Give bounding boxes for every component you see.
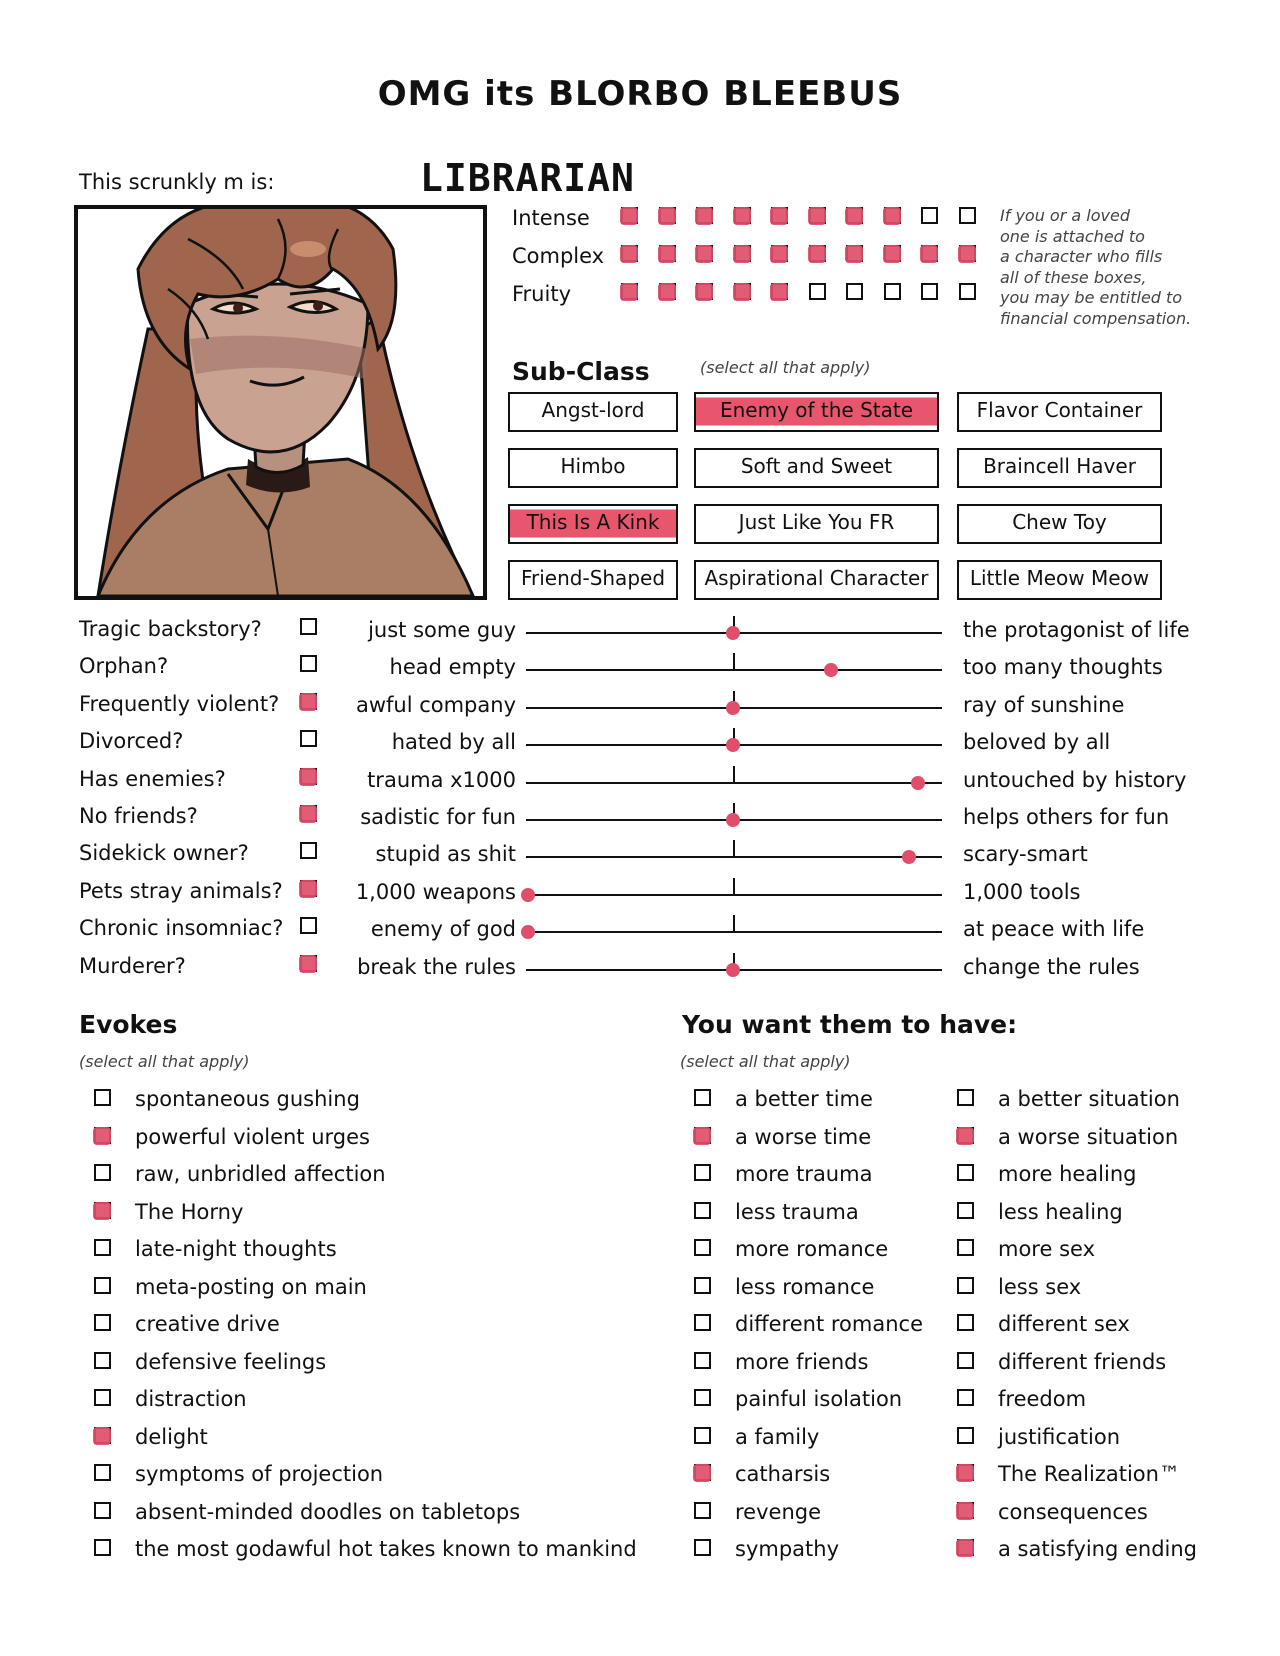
meter-checkbox[interactable] (621, 207, 638, 224)
evokes-item-checkbox[interactable] (94, 1127, 111, 1144)
slider-right-label: 1,000 tools (963, 879, 1081, 904)
evokes-item-label: The Horny (135, 1199, 244, 1224)
meter-checkbox[interactable] (659, 207, 676, 224)
subclass-option[interactable]: Himbo (508, 448, 678, 488)
character-portrait (74, 205, 487, 600)
meter-label-fruity: Fruity (512, 282, 571, 306)
slider-marker[interactable] (726, 701, 740, 715)
slider-center-tick (733, 766, 735, 784)
want-item-label: painful isolation (735, 1387, 903, 1411)
want-item-label: catharsis (735, 1462, 831, 1486)
evokes-item-checkbox[interactable] (94, 1352, 111, 1369)
meter-checkbox[interactable] (734, 207, 751, 224)
meter-checkbox[interactable] (621, 283, 638, 300)
meter-checkbox[interactable] (884, 283, 901, 300)
meter-checkbox[interactable] (846, 245, 863, 262)
want-item-label: a better time (735, 1087, 873, 1111)
want-item-label: a better situation (998, 1087, 1180, 1111)
evokes-item-label: delight (135, 1424, 208, 1449)
want-item-checkbox[interactable] (694, 1539, 711, 1556)
want-item-label: a worse situation (998, 1124, 1179, 1149)
meter-checkbox[interactable] (809, 283, 826, 300)
slider-center-tick (733, 915, 735, 933)
subclass-option[interactable]: Angst-lord (508, 392, 678, 432)
disclaimer-line: one is attached to (1000, 226, 1145, 246)
character-drawing (78, 209, 483, 596)
want-item-checkbox[interactable] (694, 1089, 711, 1106)
want-item-checkbox[interactable] (957, 1239, 974, 1256)
want-item-checkbox[interactable] (694, 1464, 711, 1481)
meter-checkbox[interactable] (921, 207, 938, 224)
subclass-option[interactable]: Little Meow Meow (957, 560, 1162, 600)
meter-checkbox[interactable] (696, 207, 713, 224)
want-item-checkbox[interactable] (957, 1464, 974, 1481)
want-item-label: The Realization™ (998, 1462, 1180, 1486)
evokes-hint: (select all that apply) (79, 1052, 250, 1071)
meter-checkbox[interactable] (959, 207, 976, 224)
evokes-item-checkbox[interactable] (94, 1202, 111, 1219)
want-item-checkbox[interactable] (957, 1202, 974, 1219)
page-title: OMG its BLORBO BLEEBUS (377, 74, 903, 114)
evokes-item-checkbox[interactable] (94, 1277, 111, 1294)
slider-left-label: hated by all (391, 730, 516, 755)
want-item-checkbox[interactable] (957, 1539, 974, 1556)
meter-checkbox[interactable] (659, 245, 676, 262)
evokes-item-label: meta-posting on main (135, 1274, 367, 1299)
evokes-item-checkbox[interactable] (94, 1239, 111, 1256)
evokes-item-checkbox[interactable] (94, 1389, 111, 1406)
slider-marker[interactable] (726, 738, 740, 752)
slider-marker[interactable] (521, 888, 535, 902)
question-label: Tragic backstory? (79, 617, 262, 641)
want-item-label: less healing (998, 1199, 1123, 1224)
want-item-checkbox[interactable] (694, 1389, 711, 1406)
slider-right-label: at peace with life (963, 917, 1145, 942)
meter-checkbox[interactable] (959, 283, 976, 300)
disclaimer-line: you may be entitled to (1000, 288, 1183, 307)
meter-checkbox[interactable] (846, 207, 863, 224)
subclass-option[interactable]: Aspirational Character (694, 560, 939, 600)
want-item-label: justification (998, 1424, 1121, 1449)
slider-marker[interactable] (726, 813, 740, 827)
meter-checkbox[interactable] (809, 207, 826, 224)
slider-marker[interactable] (521, 925, 535, 939)
slider-left-label: sadistic for fun (360, 805, 516, 829)
disclaimer-line: If you or a loved (1000, 206, 1130, 225)
slider-center-tick (733, 878, 735, 896)
evokes-item-checkbox[interactable] (94, 1164, 111, 1181)
want-item-checkbox[interactable] (957, 1352, 974, 1369)
evokes-item-checkbox[interactable] (94, 1539, 111, 1556)
disclaimer-line: all of these boxes, (1000, 267, 1147, 287)
slider-right-label: change the rules (963, 954, 1140, 979)
meter-label-intense: Intense (512, 206, 590, 230)
evokes-item-checkbox[interactable] (94, 1464, 111, 1481)
want-item-label: consequences (998, 1499, 1148, 1524)
meter-checkbox[interactable] (921, 245, 938, 262)
slider-right-label: too many thoughts (963, 655, 1163, 680)
want-item-checkbox[interactable] (694, 1239, 711, 1256)
slider-right-label: helps others for fun (963, 805, 1170, 829)
slider-left-label: 1,000 weapons (355, 879, 516, 904)
want-item-label: more healing (998, 1162, 1137, 1186)
want-item-checkbox[interactable] (957, 1502, 974, 1519)
want-item-label: different sex (998, 1312, 1130, 1336)
evokes-item-checkbox[interactable] (94, 1314, 111, 1331)
meter-checkbox[interactable] (734, 245, 751, 262)
evokes-item-label: creative drive (135, 1312, 280, 1336)
slider-left-label: awful company (355, 692, 516, 717)
meter-checkbox[interactable] (621, 245, 638, 262)
meter-label-complex: Complex (512, 244, 605, 268)
slider-left-label: just some guy (368, 618, 516, 642)
slider-left-label: trauma x1000 (367, 767, 516, 792)
want-item-label: less sex (998, 1274, 1082, 1299)
slider-left-label: break the rules (357, 954, 516, 979)
want-item-label: more trauma (735, 1162, 873, 1186)
question-label: Has enemies? (79, 766, 226, 791)
subclass-option[interactable]: Braincell Haver (957, 448, 1162, 488)
slider-left-label: stupid as shit (375, 842, 516, 867)
evokes-item-checkbox[interactable] (94, 1089, 111, 1106)
evokes-item-label: symptoms of projection (135, 1462, 384, 1486)
slider-marker[interactable] (824, 663, 838, 677)
want-title: You want them to have: (682, 1010, 1018, 1039)
evokes-title: Evokes (79, 1010, 178, 1039)
slider-center-tick (733, 840, 735, 858)
want-item-checkbox[interactable] (694, 1314, 711, 1331)
want-item-checkbox[interactable] (957, 1277, 974, 1294)
want-item-label: different romance (735, 1312, 923, 1336)
want-item-checkbox[interactable] (957, 1427, 974, 1444)
question-label: Chronic insomniac? (79, 916, 284, 941)
want-item-checkbox[interactable] (694, 1127, 711, 1144)
want-item-label: more sex (998, 1237, 1095, 1261)
subclass-option[interactable]: Enemy of the State (694, 392, 939, 432)
want-item-checkbox[interactable] (694, 1277, 711, 1294)
evokes-item-label: distraction (135, 1387, 247, 1411)
subclass-title: Sub-Class (512, 357, 650, 386)
question-label: Pets stray animals? (79, 878, 283, 903)
meter-checkbox[interactable] (846, 283, 863, 300)
meter-checkbox[interactable] (884, 245, 901, 262)
want-item-checkbox[interactable] (957, 1389, 974, 1406)
meter-checkbox[interactable] (959, 245, 976, 262)
slider-left-label: head empty (389, 655, 516, 680)
want-item-checkbox[interactable] (957, 1089, 974, 1106)
subclass-option[interactable]: This Is A Kink (508, 504, 678, 544)
want-item-label: revenge (735, 1499, 821, 1524)
want-item-label: a worse time (735, 1124, 872, 1149)
slider-marker[interactable] (726, 626, 740, 640)
want-item-checkbox[interactable] (957, 1164, 974, 1181)
meter-checkbox[interactable] (771, 283, 788, 300)
want-item-label: a family (735, 1424, 820, 1449)
evokes-item-label: the most godawful hot takes known to mankind (135, 1537, 637, 1561)
slider-right-label: untouched by history (963, 767, 1187, 792)
question-label: No friends? (79, 804, 198, 828)
evokes-item-checkbox[interactable] (94, 1502, 111, 1519)
subclass-option[interactable]: Friend-Shaped (508, 560, 678, 600)
subclass-option[interactable]: Soft and Sweet (694, 448, 939, 488)
meter-checkbox[interactable] (809, 245, 826, 262)
want-item-label: less romance (735, 1274, 875, 1299)
subclass-option[interactable]: Chew Toy (957, 504, 1162, 544)
want-item-label: freedom (998, 1387, 1087, 1411)
evokes-item-label: raw, unbridled affection (135, 1162, 386, 1186)
want-item-checkbox[interactable] (957, 1127, 974, 1144)
want-item-label: a satisfying ending (998, 1537, 1197, 1561)
slider-marker[interactable] (902, 850, 916, 864)
want-item-label: more romance (735, 1237, 889, 1261)
evokes-item-label: late-night thoughts (135, 1237, 337, 1261)
occupation-value: LIBRARIAN (420, 156, 635, 200)
evokes-item-label: defensive feelings (135, 1349, 327, 1374)
want-item-label: less trauma (735, 1199, 859, 1224)
meter-checkbox[interactable] (921, 283, 938, 300)
evokes-item-checkbox[interactable] (94, 1427, 111, 1444)
disclaimer-line: financial compensation. (1000, 308, 1192, 328)
want-item-checkbox[interactable] (694, 1202, 711, 1219)
want-item-label: different friends (998, 1349, 1167, 1374)
meter-checkbox[interactable] (696, 245, 713, 262)
want-hint: (select all that apply) (680, 1052, 851, 1071)
want-item-checkbox[interactable] (694, 1427, 711, 1444)
want-item-checkbox[interactable] (694, 1352, 711, 1369)
want-item-label: sympathy (735, 1537, 839, 1561)
subclass-option[interactable]: Flavor Container (957, 392, 1162, 432)
slider-right-label: beloved by all (963, 730, 1111, 755)
meter-checkbox[interactable] (659, 283, 676, 300)
meter-checkbox[interactable] (884, 207, 901, 224)
want-item-label: more friends (735, 1349, 869, 1374)
want-item-checkbox[interactable] (694, 1502, 711, 1519)
meter-checkbox[interactable] (771, 245, 788, 262)
question-label: Murderer? (79, 953, 186, 978)
meter-checkbox[interactable] (696, 283, 713, 300)
want-item-checkbox[interactable] (957, 1314, 974, 1331)
occupation-prompt: This scrunkly m is: (79, 170, 275, 194)
slider-right-label: scary-smart (963, 842, 1088, 867)
slider-center-tick (733, 653, 735, 671)
slider-left-label: enemy of god (370, 917, 516, 942)
subclass-option[interactable]: Just Like You FR (694, 504, 939, 544)
evokes-item-label: absent-minded doodles on tabletops (135, 1499, 521, 1524)
meter-checkbox[interactable] (771, 207, 788, 224)
disclaimer-text (1000, 206, 1230, 329)
slider-right-label: ray of sunshine (963, 692, 1125, 717)
disclaimer-line: a character who fills (1000, 247, 1163, 266)
evokes-item-label: spontaneous gushing (135, 1087, 360, 1111)
question-label: Frequently violent? (79, 691, 280, 716)
question-label: Divorced? (79, 729, 184, 754)
subclass-hint: (select all that apply) (700, 358, 871, 377)
evokes-item-label: powerful violent urges (135, 1124, 370, 1149)
question-label: Orphan? (79, 654, 169, 679)
slider-right-label: the protagonist of life (963, 618, 1190, 642)
slider-marker[interactable] (726, 963, 740, 977)
question-label: Sidekick owner? (79, 841, 249, 866)
meter-checkbox[interactable] (734, 283, 751, 300)
want-item-checkbox[interactable] (694, 1164, 711, 1181)
slider-marker[interactable] (911, 776, 925, 790)
